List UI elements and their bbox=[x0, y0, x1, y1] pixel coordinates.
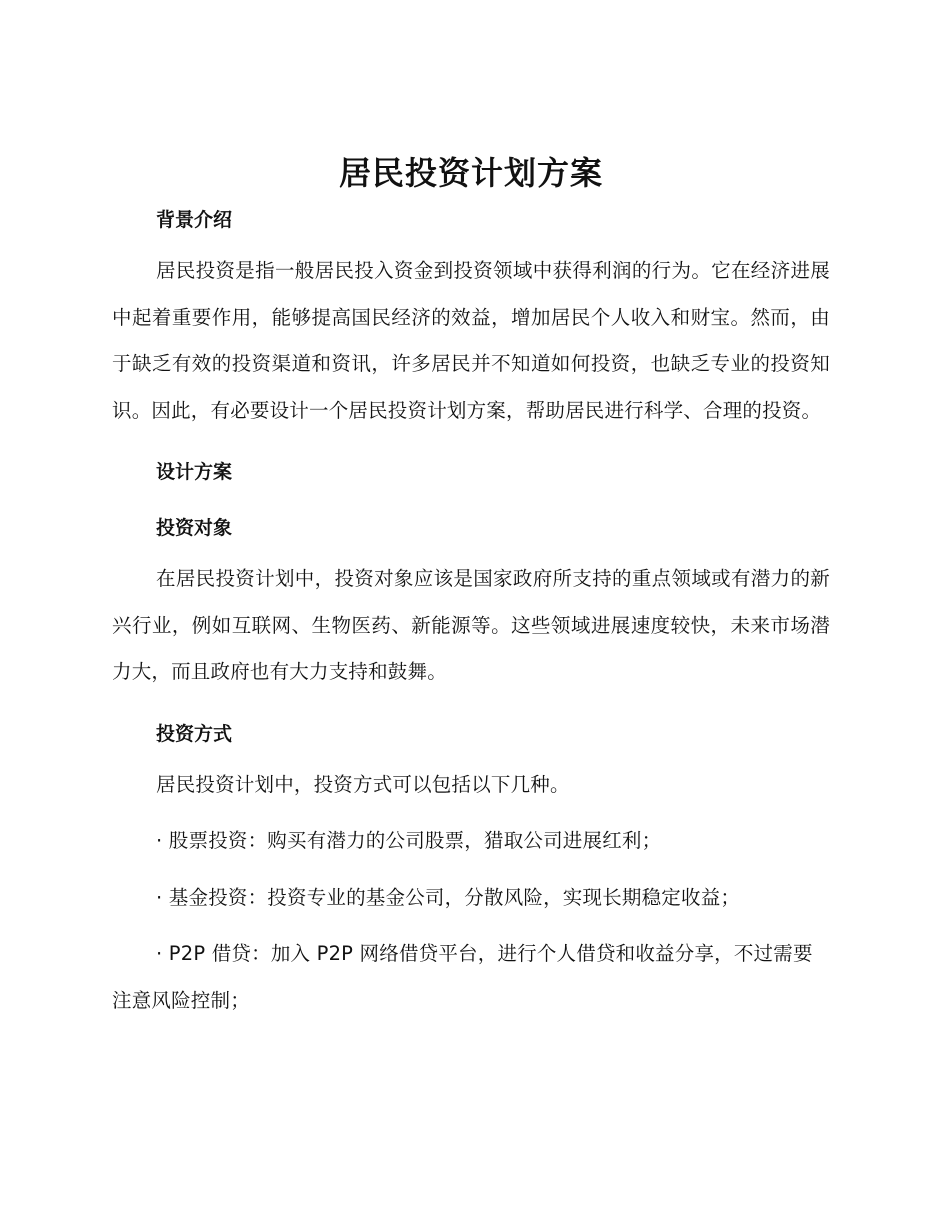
section-heading-target: 投资对象 bbox=[156, 517, 233, 539]
spacer bbox=[112, 490, 830, 510]
bullet-item-fund: · 基金投资：投资专业的基金公司，分散风险，实现长期稳定收益； bbox=[156, 885, 741, 909]
bullet-item-stock: · 股票投资：购买有潜力的公司股票，猎取公司进展红利； bbox=[156, 829, 662, 852]
spacer bbox=[112, 238, 830, 248]
spacer bbox=[112, 696, 830, 716]
spacer bbox=[112, 434, 830, 454]
section-heading-background: 背景介绍 bbox=[156, 209, 233, 231]
paragraph-background: 居民投资是指一般居民投入资金到投资领域中获得利润的行为。它在经济进展中起着重要作用，能够提高国民经济的效益，增加居民个人收入和财宝。然而，由于缺乏有效的投资渠道和资讯，许多居民并不知道如何投资，也缺乏专业的投资知识。因此，有必要设计一个居民投资计划方案，帮助居民进行科学、合理的投资。 bbox=[112, 259, 830, 422]
spacer bbox=[112, 546, 830, 556]
document-page bbox=[112, 148, 830, 1024]
paragraph-target: 在居民投资计划中，投资对象应该是国家政府所支持的重点领域或有潜力的新兴行业，例如互联网、生物医药、新能源等。这些领域进展速度较快，未来市场潜力大，而且政府也有大力支持和鼓舞。 bbox=[112, 567, 830, 683]
section-heading-design: 设计方案 bbox=[156, 461, 233, 483]
section-heading-method: 投资方式 bbox=[156, 722, 233, 745]
spacer bbox=[112, 808, 830, 818]
spacer bbox=[112, 865, 830, 875]
spacer bbox=[112, 921, 830, 931]
paragraph-method-intro: 居民投资计划中，投资方式可以包括以下几种。 bbox=[156, 772, 570, 796]
bullet-item-p2p: · P2P 借贷：加入 P2P 网络借贷平台，进行个人借贷和收益分享，不过需要注意风险控制； bbox=[112, 942, 813, 1012]
spacer bbox=[112, 752, 830, 762]
document-title: 居民投资计划方案 bbox=[338, 154, 603, 192]
